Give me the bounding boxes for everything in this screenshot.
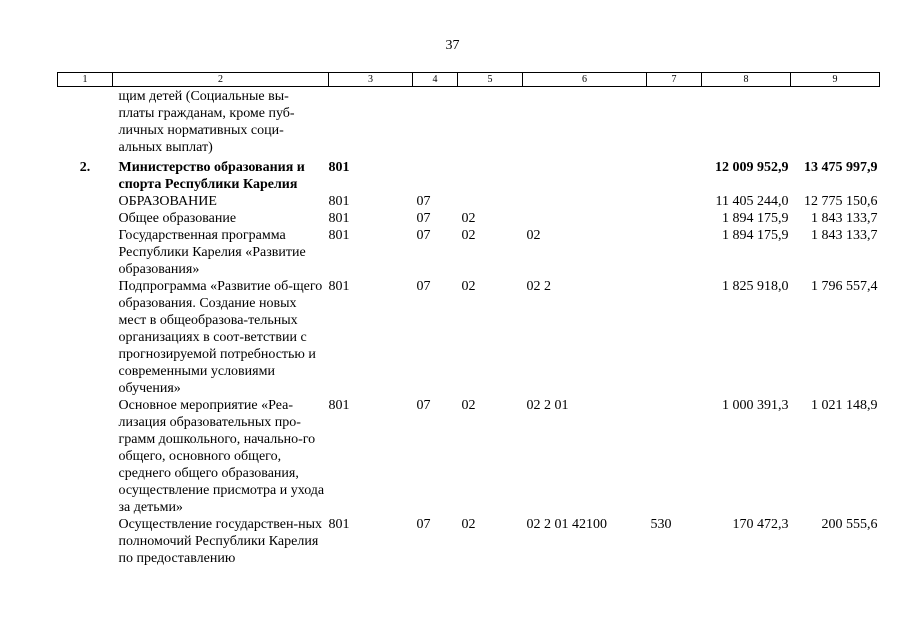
amount-col-9: 200 555,6	[821, 517, 878, 532]
table-row	[58, 397, 880, 516]
expense-type-code	[647, 193, 702, 210]
amount-col-9: 1 021 148,9	[811, 398, 878, 413]
expense-type-code	[647, 210, 702, 227]
amount-col-8: 11 405 244,0	[715, 194, 789, 209]
column-header-6: 6	[523, 73, 647, 87]
section-code: 07	[416, 517, 431, 532]
section-code: 07	[416, 211, 431, 226]
subsection-code: 02	[461, 279, 476, 294]
row-number	[58, 278, 113, 397]
row-description: Общее образование	[118, 211, 237, 226]
row-number: 2.	[79, 160, 91, 175]
section-code	[413, 156, 458, 193]
row-number	[58, 87, 113, 157]
target-article-code	[523, 156, 647, 193]
section-code: 07	[416, 279, 431, 294]
amount-col-8: 1 000 391,3	[722, 398, 789, 413]
section-code	[413, 87, 458, 157]
row-number	[58, 210, 113, 227]
target-article-code: 02 2	[526, 279, 551, 294]
expense-type-code	[647, 87, 702, 157]
expense-type-code: 530	[650, 517, 672, 532]
subsection-code: 02	[461, 228, 476, 243]
column-header-9: 9	[791, 73, 880, 87]
row-number	[58, 516, 113, 567]
amount-col-9: 13 475 997,9	[804, 160, 878, 175]
row-description: Осуществление государствен-ных полномочий Республики Карелия по предоставлению	[118, 517, 322, 566]
column-header-7: 7	[647, 73, 702, 87]
target-article-code	[523, 87, 647, 157]
amount-col-8	[702, 87, 791, 157]
row-description: Министерство образования и спорта Республики Карелия	[118, 160, 305, 192]
row-description: щим детей (Социальные вы-платы гражданам, кроме пуб-личных нормативных соци-альных выплат)	[118, 89, 295, 155]
amount-col-8: 170 472,3	[732, 517, 789, 532]
ministry-code: 801	[328, 211, 350, 226]
amount-col-8: 1 894 175,9	[722, 211, 789, 226]
ministry-code: 801	[328, 279, 350, 294]
row-description: Подпрограмма «Развитие об-щего образования. Создание новых мест в общеобразова-тельных организациях в соот-ветствии с прогнозируемой потребностью и современными условиями обучения»	[118, 279, 323, 396]
table-row	[58, 87, 880, 157]
amount-col-9: 1 843 133,7	[811, 228, 878, 243]
table-row	[58, 227, 880, 278]
expense-type-code	[647, 227, 702, 278]
subsection-code	[458, 87, 523, 157]
amount-col-9: 1 843 133,7	[811, 211, 878, 226]
row-number	[58, 193, 113, 210]
section-code: 07	[416, 228, 431, 243]
ministry-code: 801	[328, 160, 350, 175]
table-row	[58, 156, 880, 193]
amount-col-9	[791, 87, 880, 157]
column-number-header-row	[58, 73, 880, 87]
section-code: 07	[416, 194, 431, 209]
amount-col-8: 12 009 952,9	[715, 160, 789, 175]
expense-type-code	[647, 397, 702, 516]
expense-type-code	[647, 278, 702, 397]
table-row	[58, 278, 880, 397]
ministry-code: 801	[328, 517, 350, 532]
ministry-code: 801	[328, 194, 350, 209]
column-header-4: 4	[413, 73, 458, 87]
column-header-8: 8	[702, 73, 791, 87]
amount-col-8: 1 894 175,9	[722, 228, 789, 243]
table-row	[58, 193, 880, 210]
page-number: 37	[445, 38, 460, 53]
amount-col-9: 1 796 557,4	[811, 279, 878, 294]
column-header-3: 3	[329, 73, 413, 87]
column-header-2: 2	[113, 73, 329, 87]
target-article-code	[523, 193, 647, 210]
row-number	[58, 227, 113, 278]
ministry-code	[329, 87, 413, 157]
expense-type-code	[647, 156, 702, 193]
row-description: Основное мероприятие «Реа-лизация образовательных про-грамм дошкольного, начально-го общего, основного общего, среднего общего образования, осуществление присмотра и ухода за детьми»	[118, 398, 325, 515]
target-article-code: 02 2 01 42100	[526, 517, 607, 532]
target-article-code	[523, 210, 647, 227]
column-header-1: 1	[58, 73, 113, 87]
amount-col-8: 1 825 918,0	[722, 279, 789, 294]
table-row	[58, 516, 880, 567]
subsection-code: 02	[461, 517, 476, 532]
amount-col-9: 12 775 150,6	[804, 194, 878, 209]
ministry-code: 801	[328, 398, 350, 413]
target-article-code: 02 2 01	[526, 398, 569, 413]
table-row	[58, 210, 880, 227]
subsection-code	[458, 193, 523, 210]
row-description: ОБРАЗОВАНИЕ	[118, 194, 217, 209]
subsection-code: 02	[461, 211, 476, 226]
target-article-code: 02	[526, 228, 541, 243]
row-number	[58, 397, 113, 516]
ministry-code: 801	[328, 228, 350, 243]
subsection-code	[458, 156, 523, 193]
row-description: Государственная программа Республики Карелия «Развитие образования»	[118, 228, 306, 277]
budget-table	[57, 72, 880, 567]
subsection-code: 02	[461, 398, 476, 413]
section-code: 07	[416, 398, 431, 413]
column-header-5: 5	[458, 73, 523, 87]
